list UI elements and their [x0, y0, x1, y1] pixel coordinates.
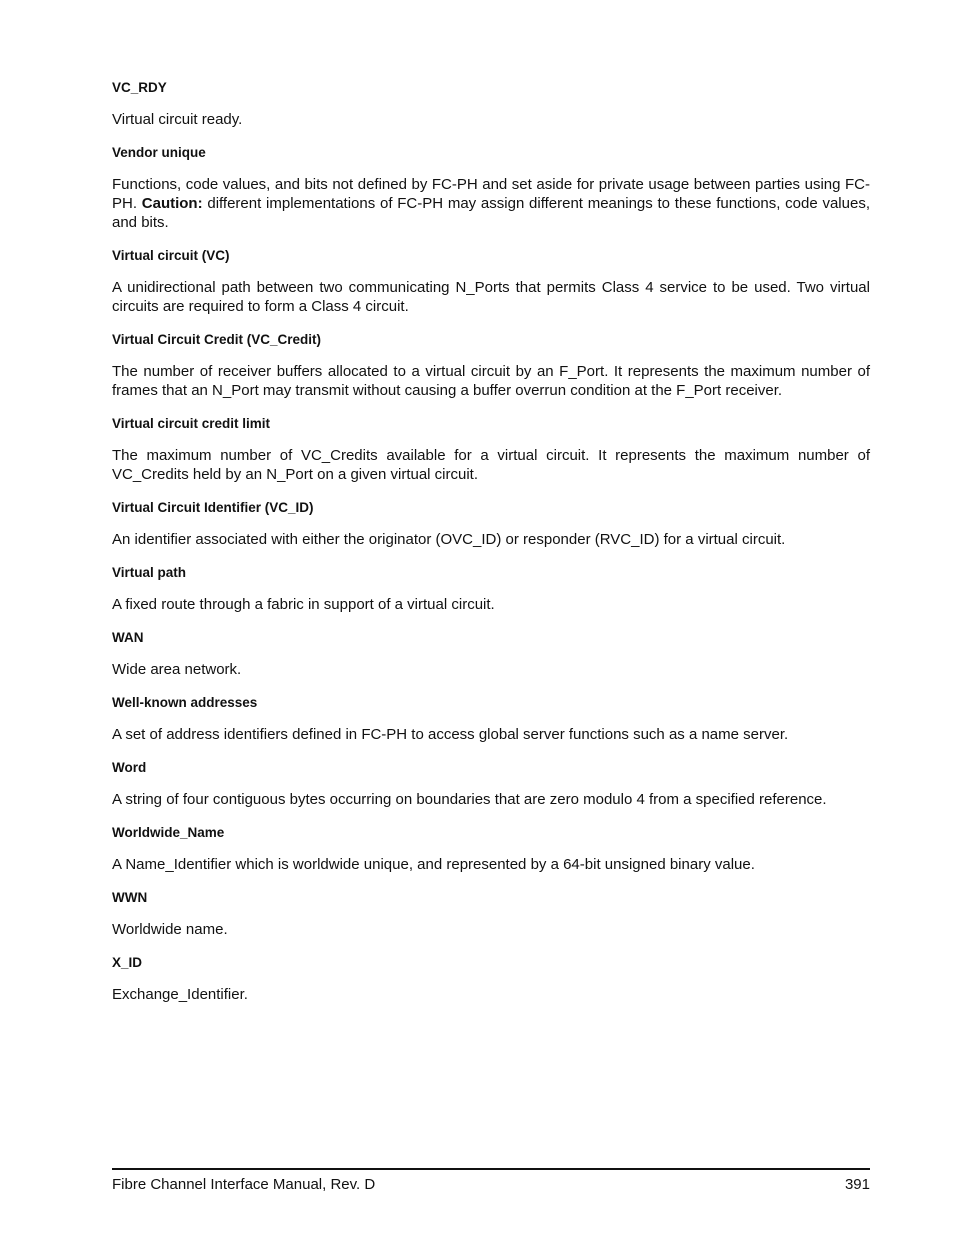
glossary-definition: Exchange_Identifier.	[112, 986, 248, 1003]
glossary-term: VC_RDY	[112, 80, 167, 95]
glossary-definition: A set of address identifiers defined in FC-PH to access global server functions such as a name server.	[112, 726, 789, 743]
glossary-term: Virtual path	[112, 565, 187, 580]
glossary-term: WAN	[112, 630, 144, 645]
glossary-term: X_ID	[112, 955, 143, 970]
glossary-term: Word	[112, 760, 147, 775]
glossary-definition	[112, 175, 870, 232]
definition-text: different implementations of FC-PH may assign different meanings to these functions, code values, and bits.	[112, 195, 870, 231]
glossary-definition: The number of receiver buffers allocated to a virtual circuit by an F_Port. It represents the maximum number of frames that an N_Port may transmit without causing a buffer overrun condition at the F_Port receiver.	[112, 363, 870, 399]
glossary-term: Virtual circuit (VC)	[112, 248, 230, 263]
definition-text: Functions, code values, and bits not defined by FC-PH and set aside for private usage between parties using FC-PH.	[112, 176, 870, 212]
caution-label: Caution:	[141, 195, 203, 212]
glossary-term: Well-known addresses	[112, 695, 258, 710]
glossary-definition: A Name_Identifier which is worldwide unique, and represented by a 64-bit unsigned binary value.	[112, 856, 755, 873]
glossary-definition: Worldwide name.	[112, 921, 228, 938]
glossary-term: Virtual Circuit Identifier (VC_ID)	[112, 500, 314, 515]
glossary-definition: An identifier associated with either the originator (OVC_ID) or responder (RVC_ID) for a virtual circuit.	[112, 531, 786, 548]
glossary-term: Vendor unique	[112, 145, 206, 160]
glossary-content	[112, 80, 870, 1020]
glossary-definition: Wide area network.	[112, 661, 242, 678]
footer-page-number: 391	[844, 1176, 870, 1193]
glossary-definition: A unidirectional path between two communicating N_Ports that permits Class 4 service to be used. Two virtual circuits are required to form a Class 4 circuit.	[112, 279, 870, 315]
glossary-term: Virtual Circuit Credit (VC_Credit)	[112, 332, 322, 347]
glossary-definition: A fixed route through a fabric in support of a virtual circuit.	[112, 596, 495, 613]
glossary-definition: A string of four contiguous bytes occurring on boundaries that are zero modulo 4 from a specified reference.	[112, 791, 827, 808]
glossary-term: Worldwide_Name	[112, 825, 225, 840]
glossary-definition: Virtual circuit ready.	[112, 111, 243, 128]
glossary-term: Virtual circuit credit limit	[112, 416, 271, 431]
footer-manual-title: Fibre Channel Interface Manual, Rev. D	[112, 1176, 376, 1193]
glossary-term: WWN	[112, 890, 148, 905]
footer-divider	[112, 1168, 870, 1170]
glossary-definition: The maximum number of VC_Credits available for a virtual circuit. It represents the maximum number of VC_Credits held by an N_Port on a given virtual circuit.	[112, 447, 870, 483]
